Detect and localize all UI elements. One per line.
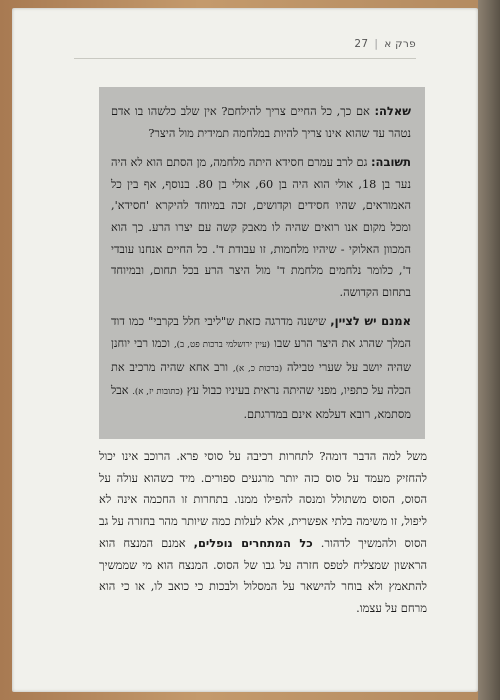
answer-text: גם לרב עמרם חסידא היתה מלחמה, מן הסתם הוא לא היה נער בן 18, אולי הוא היה בן 60, אולי בן 80. בנוסף, אף בין כל האמוראים, שהיו חסידים וקדושים, זכה במיוחד להיקרא 'חסידא', ומכל מקום אנו רואים שהיה לו מאבק קשה עם יצרו הרע. כך הוא המכוון האלוקי - שיהיו מלחמות, זו עבודת ד'. כל החיים אנחנו עובדי ד', כלומר נלחמים מלחמת ד' מול היצר הרע בכל תחום, ובמיוחד בתחום הקדושה.: [111, 156, 411, 299]
note-label: אמנם יש לציין,: [330, 314, 411, 329]
answer-paragraph: [111, 152, 411, 303]
book-spine: [478, 0, 500, 700]
header-rule: [74, 58, 416, 59]
note-text-2: וכמו רבי יוחנן שהיה יושב על שערי טבילה: [111, 336, 412, 374]
note-text-3: ורב אחא שהיה מרכיב את הכלה על כתפיו, מפני שהיתה נראית בעיניו כבול עץ: [111, 360, 411, 398]
parable-paragraph: [99, 446, 427, 620]
book-page: [12, 8, 478, 692]
note-text-4: אבל מסתמא, רובא דעלמא אינם במדרגתם.: [111, 384, 411, 421]
parable-bold-phrase: כל המתחרים נופלים,: [193, 535, 313, 550]
header-separator: |: [374, 38, 379, 50]
parable-text-b: אמנם המנצח הוא הראשון שמצליח לטפס חזרה על גבו של הסוס. המנצח הוא מי שממשיך להתאמץ ולא בוחר להישאר על המסלול ולבכות כי כואב לו, או כי הוא מרחם על עצמו.: [99, 535, 427, 615]
question-paragraph: [111, 101, 411, 144]
question-label: שאלה:: [374, 104, 411, 118]
page-number: 27: [354, 38, 369, 50]
running-head: [354, 38, 416, 50]
note-reference-2: (ברכות כ, א),: [232, 363, 283, 374]
parable-text-a: משל למה הדבר דומה? לתחרות רכיבה על סוסי פרא. הרוכב אינו יכול להחזיק מעמד על סוס כזה יותר מרגעים ספורים. מיד כשהוא עולה על הסוס, הסוס משתולל ומנסה להפילו ממנו. בתחרות זו החכמה אינה לא ליפול, זו משימה בלתי אפשרית, אלא לעלות כמה שיותר מהר בחזרה על גב הסוס ולהמשיך לדהור.: [99, 449, 427, 550]
chapter-title: פרק א: [384, 38, 416, 50]
note-text-1: שישנה מדרגה כזאת ש"ליבי חלל בקרבי" כמו דוד המלך שהרג את היצר הרע שבו: [111, 315, 411, 350]
body-text: [99, 446, 427, 620]
note-reference-3: (כתובות יז, א).: [132, 387, 184, 398]
note-reference-1: (עיין ירושלמי ברכות פט, ב),: [173, 339, 271, 350]
answer-label: תשובה:: [370, 155, 411, 170]
note-paragraph: [111, 311, 411, 425]
qa-box: [99, 87, 425, 439]
question-text: אם כך, כל החיים צריך להילחם? אין שלב כלשהו בו אדם נטהר עד שהוא אינו צריך להיות במלחמה תמידית מול היצר?: [111, 105, 411, 140]
